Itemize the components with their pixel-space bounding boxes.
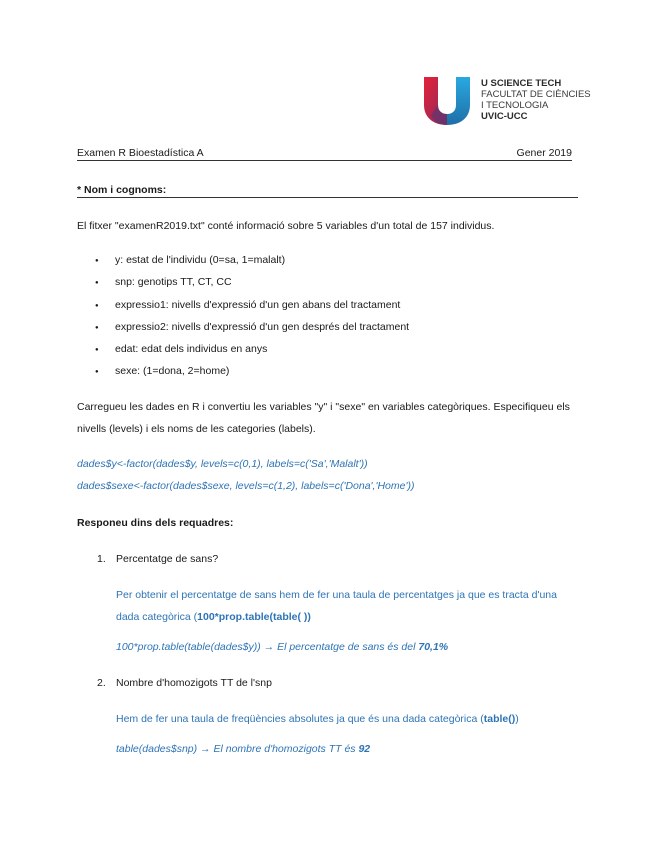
intro-text: El fitxer "examenR2019.txt" conté informació sobre 5 variables d'un total de 157 individus. [77, 220, 495, 232]
question-1-result-value: 70,1% [418, 641, 449, 653]
variables-list [95, 254, 409, 388]
logo-line-2: FACULTAT DE CIÈNCIES [481, 89, 591, 100]
question-2-result-code: table(dades$snp) → El nombre d'homozigots TT és [116, 743, 359, 755]
instructions-text: Carregueu les dades en R i convertiu les variables "y" i "sexe" en variables categòriques. Especifiqueu els nivells (levels) i els noms de les categories (labels). [77, 401, 570, 435]
list-item: ● y: estat de l'individu (0=sa, 1=malalt) [95, 254, 409, 276]
logo-line-3: I TECNOLOGIA [481, 100, 549, 111]
question-2-number: 2. [97, 677, 106, 689]
question-2-title: Nombre d'homozigots TT de l'snp [116, 677, 272, 689]
logo-line-4: UVIC-UCC [481, 111, 528, 122]
name-field-line [77, 184, 578, 198]
question-1-number: 1. [97, 553, 106, 565]
university-logo-icon [424, 77, 470, 125]
question-2-result-value: 92 [358, 743, 371, 755]
question-1-answer [116, 584, 580, 628]
question-2-answer-text: Hem de fer una taula de freqüències absolutes ja que és una dada categòrica ( [116, 713, 484, 725]
question-2-answer-close: ) [515, 713, 519, 725]
question-2-answer-code: table() [483, 713, 516, 725]
question-2-result [116, 738, 580, 760]
name-label: * Nom i cognoms: [77, 184, 167, 196]
code-line-sexe: dades$sexe<-factor(dades$sexe, levels=c(1,2), labels=c('Dona','Home')) [77, 480, 415, 492]
code-line-y: dades$y<-factor(dades$y, levels=c(0,1), labels=c('Sa','Malalt')) [77, 458, 368, 470]
exam-header-line [77, 147, 572, 161]
question-1-title: Percentatge de sans? [116, 553, 219, 565]
exam-title: Examen R Bioestadística A [77, 147, 204, 159]
question-1-answer-text: Per obtenir el percentatge de sans hem de fer una taula de percentatges ja que es tracta d'una dada categòrica ( [116, 589, 557, 623]
respond-heading: Responeu dins dels requadres: [77, 517, 234, 529]
list-item: ● sexe: (1=dona, 2=home) [95, 365, 409, 387]
list-item: ● snp: genotips TT, CT, CC [95, 276, 409, 298]
list-item: ● expressio1: nivells d'expressió d'un gen abans del tractament [95, 299, 409, 321]
list-item: ● expressio2: nivells d'expressió d'un gen després del tractament [95, 321, 409, 343]
logo-text [481, 78, 591, 122]
question-1-result-code: 100*prop.table(table(dades$y)) → El percentatge de sans és del [116, 641, 419, 653]
question-1-answer-code: 100*prop.table(table( )) [197, 611, 311, 623]
question-2-answer [116, 708, 580, 730]
list-item: ● edat: edat dels individus en anys [95, 343, 409, 365]
logo-line-1: U SCIENCE TECH [481, 78, 562, 89]
question-1-result [116, 636, 580, 658]
exam-date: Gener 2019 [516, 147, 572, 159]
